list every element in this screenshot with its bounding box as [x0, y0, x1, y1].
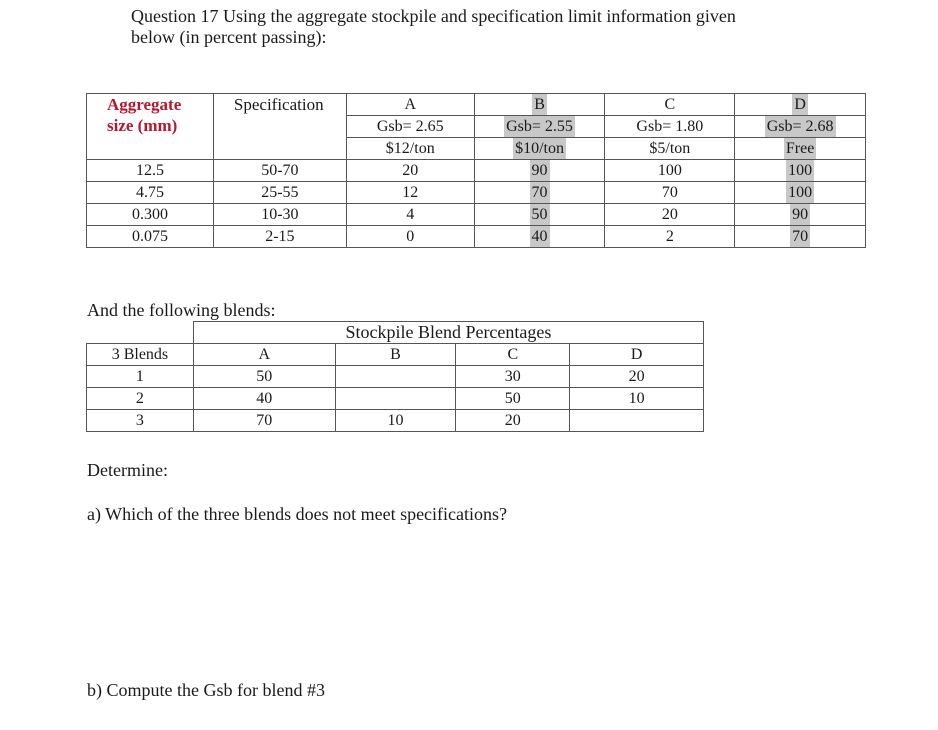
blend-b [335, 388, 456, 410]
col-d-cost: Free [735, 138, 866, 160]
blend-header-a: A [193, 344, 335, 366]
value-a: 4 [346, 204, 474, 226]
value-b: 70 [474, 182, 605, 204]
col-b-name: B [474, 94, 605, 116]
stockpile-spec-table [86, 93, 866, 248]
table-row [87, 160, 866, 182]
value-c: 100 [605, 160, 735, 182]
size-cell: 12.5 [87, 160, 214, 182]
col-a-cost: $12/ton [346, 138, 474, 160]
col-a-name: A [346, 94, 474, 116]
blend-d [570, 410, 704, 432]
question-title [131, 6, 831, 48]
col-c-gsb: Gsb= 1.80 [605, 116, 735, 138]
col-a-gsb: Gsb= 2.65 [346, 116, 474, 138]
value-a: 12 [346, 182, 474, 204]
value-b: 90 [474, 160, 605, 182]
question-title-line-1: Question 17 Using the aggregate stockpile and specification limit information given [131, 6, 736, 26]
value-d: 90 [735, 204, 866, 226]
blend-number: 2 [87, 388, 194, 410]
blend-table [86, 321, 704, 432]
table-row [87, 226, 866, 248]
question-title-line-2: below (in percent passing): [131, 27, 327, 47]
value-b: 50 [474, 204, 605, 226]
blend-table-title: Stockpile Blend Percentages [193, 322, 703, 344]
value-c: 20 [605, 204, 735, 226]
blend-header-d: D [570, 344, 704, 366]
size-cell: 0.300 [87, 204, 214, 226]
blend-number: 3 [87, 410, 194, 432]
table-row [87, 182, 866, 204]
value-d: 70 [735, 226, 866, 248]
blend-d: 10 [570, 388, 704, 410]
col-b-gsb: Gsb= 2.55 [474, 116, 605, 138]
col-d-name: D [735, 94, 866, 116]
blend-number: 1 [87, 366, 194, 388]
value-c: 2 [605, 226, 735, 248]
spec-cell: 10-30 [213, 204, 346, 226]
blends-intro: And the following blends: [87, 300, 276, 320]
blend-a: 70 [193, 410, 335, 432]
spec-cell: 25-55 [213, 182, 346, 204]
value-a: 20 [346, 160, 474, 182]
blend-b [335, 366, 456, 388]
value-d: 100 [735, 182, 866, 204]
determine-label: Determine: [87, 460, 168, 480]
blend-c: 20 [456, 410, 570, 432]
table-row [87, 366, 704, 388]
spec-cell: 2-15 [213, 226, 346, 248]
table-row [87, 388, 704, 410]
aggregate-size-header: Aggregate size (mm) [87, 94, 214, 160]
value-b: 40 [474, 226, 605, 248]
col-d-gsb: Gsb= 2.68 [735, 116, 866, 138]
blend-header-c: C [456, 344, 570, 366]
table-row [87, 204, 866, 226]
question-b: b) Compute the Gsb for blend #3 [87, 680, 325, 700]
size-cell: 4.75 [87, 182, 214, 204]
spec-cell: 50-70 [213, 160, 346, 182]
blend-d: 20 [570, 366, 704, 388]
table-row [87, 410, 704, 432]
specification-header: Specification [213, 94, 346, 160]
value-d: 100 [735, 160, 866, 182]
blend-header-b: B [335, 344, 456, 366]
blend-c: 30 [456, 366, 570, 388]
col-c-cost: $5/ton [605, 138, 735, 160]
value-a: 0 [346, 226, 474, 248]
size-cell: 0.075 [87, 226, 214, 248]
blend-b: 10 [335, 410, 456, 432]
col-c-name: C [605, 94, 735, 116]
col-b-cost: $10/ton [474, 138, 605, 160]
value-c: 70 [605, 182, 735, 204]
blend-header-label: 3 Blends [87, 344, 194, 366]
blend-c: 50 [456, 388, 570, 410]
blend-a: 40 [193, 388, 335, 410]
question-a: a) Which of the three blends does not meet specifications? [87, 504, 508, 524]
blend-a: 50 [193, 366, 335, 388]
